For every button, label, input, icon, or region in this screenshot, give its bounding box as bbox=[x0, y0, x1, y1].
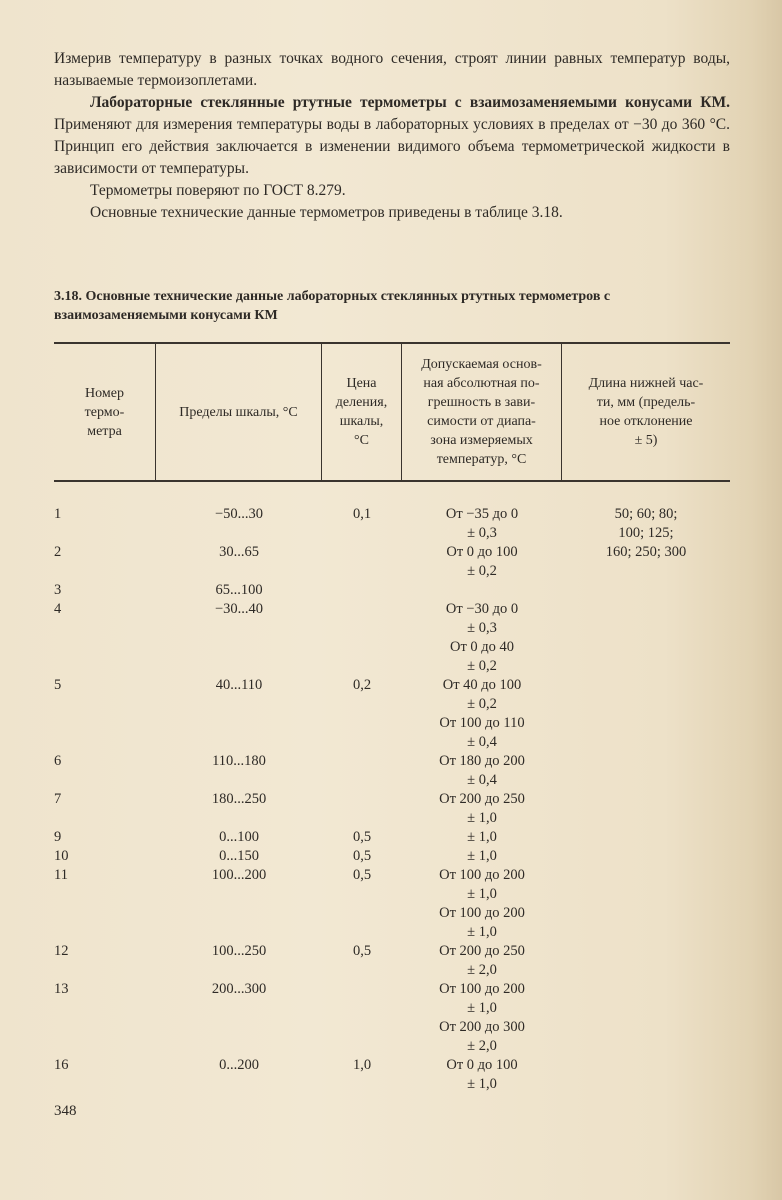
header-line: ное отклонение bbox=[599, 414, 693, 429]
header-division-text bbox=[336, 374, 387, 450]
table-caption: 3.18. Основные технические данные лабораторных стеклянных ртутных термометров с взаимозаменяемыми конусами КМ bbox=[54, 289, 611, 323]
row-error-line: ± 0,2 bbox=[467, 696, 497, 712]
header-line: Допускаемая основ- bbox=[421, 357, 542, 372]
row-number: 11 bbox=[54, 867, 68, 883]
row-error-line: ± 2,0 bbox=[467, 962, 497, 978]
row-number: 6 bbox=[54, 753, 62, 769]
header-line: деления, bbox=[335, 395, 388, 410]
row-error-line: От 100 до 200 bbox=[439, 867, 525, 883]
length-value-line: 100; 125; bbox=[618, 525, 674, 541]
row-error-line: От −35 до 0 bbox=[445, 506, 519, 522]
row-number: 1 bbox=[54, 506, 62, 522]
row-scale-range: 40...110 bbox=[215, 677, 263, 693]
row-number: 10 bbox=[54, 848, 69, 864]
section-body: Применяют для измерения температуры воды в лабораторных условиях в пределах от −30 до 360 °С. Принцип его действия заключается в изменении видимого объема термометрической жидкости в зависимости от температуры. bbox=[54, 116, 730, 177]
row-error-line: ± 1,0 bbox=[467, 829, 497, 845]
header-line: Цена bbox=[346, 376, 377, 391]
row-number: 12 bbox=[54, 943, 69, 959]
row-number: 2 bbox=[54, 544, 62, 560]
row-division: 0,5 bbox=[352, 867, 372, 883]
row-division: 0,1 bbox=[352, 506, 372, 522]
row-number: 9 bbox=[54, 829, 62, 845]
row-scale-range: 110...180 bbox=[212, 753, 266, 769]
row-error-line: ± 1,0 bbox=[467, 1000, 497, 1016]
row-error-line: От −30 до 0 bbox=[445, 601, 519, 617]
row-division: 0,5 bbox=[352, 943, 372, 959]
row-error-line: От 40 до 100 bbox=[442, 677, 522, 693]
header-line: Длина нижней час- bbox=[588, 376, 704, 391]
header-number-text bbox=[85, 384, 125, 441]
row-number: 3 bbox=[54, 582, 62, 598]
row-error-line: ± 0,4 bbox=[467, 772, 497, 788]
row-error-line: От 200 до 300 bbox=[439, 1019, 525, 1035]
row-error-line: От 100 до 200 bbox=[439, 905, 525, 921]
header-line: Пределы шкалы, °С bbox=[179, 404, 298, 420]
header-line: ти, мм (предель- bbox=[596, 395, 696, 410]
row-error-line: ± 0,2 bbox=[467, 563, 497, 579]
row-error-line: ± 0,3 bbox=[467, 525, 497, 541]
row-error-line: ± 1,0 bbox=[467, 924, 497, 940]
row-scale-range: 0...200 bbox=[219, 1057, 259, 1073]
row-error-line: От 0 до 40 bbox=[449, 639, 515, 655]
row-error-line: От 200 до 250 bbox=[439, 791, 525, 807]
paragraph-thermometers bbox=[54, 92, 730, 180]
row-error-line: ± 1,0 bbox=[467, 848, 497, 864]
paragraph-table-ref: Основные технические данные термометров приведены в таблице 3.18. bbox=[90, 204, 563, 221]
row-number: 7 bbox=[54, 791, 62, 807]
row-scale-range: 200...300 bbox=[211, 981, 267, 997]
row-number: 5 bbox=[54, 677, 62, 693]
header-error-text bbox=[421, 355, 542, 469]
header-scale-range bbox=[156, 344, 322, 480]
header-error bbox=[402, 344, 562, 480]
row-error-line: От 100 до 110 bbox=[439, 715, 525, 731]
body-text bbox=[54, 48, 730, 224]
row-division: 0,2 bbox=[352, 677, 372, 693]
row-number: 16 bbox=[54, 1057, 69, 1073]
header-line: метра bbox=[87, 423, 122, 439]
row-scale-range: 0...100 bbox=[219, 829, 259, 845]
row-error-line: ± 0,4 bbox=[467, 734, 497, 750]
row-error-line: ± 0,2 bbox=[467, 658, 497, 674]
header-line: шкалы, bbox=[339, 414, 384, 429]
row-division: 1,0 bbox=[352, 1057, 372, 1073]
row-error-line: ± 1,0 bbox=[467, 1076, 497, 1092]
row-error-line: От 100 до 200 bbox=[439, 981, 525, 997]
header-number bbox=[54, 344, 156, 480]
paragraph-isopleths: Измерив температуру в разных точках водного сечения, строят линии равных температур воды, называемые термоизоплетами. bbox=[54, 50, 730, 89]
row-error-line: ± 1,0 bbox=[467, 810, 497, 826]
row-scale-range: 100...200 bbox=[211, 867, 267, 883]
length-value-line: 50; 60; 80; bbox=[614, 506, 678, 522]
row-error-line: От 0 до 100 bbox=[446, 544, 518, 560]
header-line: ± 5) bbox=[634, 433, 658, 448]
row-error-line: ± 0,3 bbox=[467, 620, 497, 636]
page-number: 348 bbox=[54, 1103, 77, 1119]
row-number: 13 bbox=[54, 981, 69, 997]
row-scale-range: 65...100 bbox=[215, 582, 263, 598]
row-scale-range: 100...250 bbox=[211, 943, 267, 959]
paragraph-gost: Термометры поверяют по ГОСТ 8.279. bbox=[90, 182, 346, 199]
row-division: 0,5 bbox=[352, 829, 372, 845]
section-heading: Лабораторные стеклянные ртутные термометры с взаимозаменяемыми конусами КМ. bbox=[90, 94, 730, 111]
header-line: Номер bbox=[85, 385, 124, 401]
row-scale-range: 180...250 bbox=[211, 791, 267, 807]
header-division bbox=[322, 344, 402, 480]
row-error-line: От 0 до 100 bbox=[446, 1057, 518, 1073]
row-division: 0,5 bbox=[352, 848, 372, 864]
row-error-line: ± 1,0 bbox=[467, 886, 497, 902]
header-length-text bbox=[589, 374, 704, 450]
row-number: 4 bbox=[54, 601, 62, 617]
table-header-rule bbox=[54, 480, 730, 482]
row-scale-range: −30...40 bbox=[214, 601, 264, 617]
header-line: зона измеряемых bbox=[430, 433, 533, 448]
row-scale-range: 30...65 bbox=[219, 544, 259, 560]
header-line: грешность в зави- bbox=[427, 395, 536, 410]
header-line: симости от диапа- bbox=[427, 414, 536, 429]
row-error-line: От 200 до 250 bbox=[439, 943, 525, 959]
length-value-line: 160; 250; 300 bbox=[605, 544, 687, 560]
header-length bbox=[562, 344, 730, 480]
row-error-line: От 180 до 200 bbox=[439, 753, 525, 769]
header-line: °С bbox=[354, 433, 369, 448]
header-line: температур, °С bbox=[436, 452, 527, 467]
header-line: ная абсолютная по- bbox=[423, 376, 540, 391]
row-error-line: ± 2,0 bbox=[467, 1038, 497, 1054]
header-line: термо- bbox=[84, 404, 125, 420]
row-scale-range: −50...30 bbox=[214, 506, 264, 522]
header-scale-range-text bbox=[179, 403, 297, 422]
row-scale-range: 0...150 bbox=[219, 848, 259, 864]
